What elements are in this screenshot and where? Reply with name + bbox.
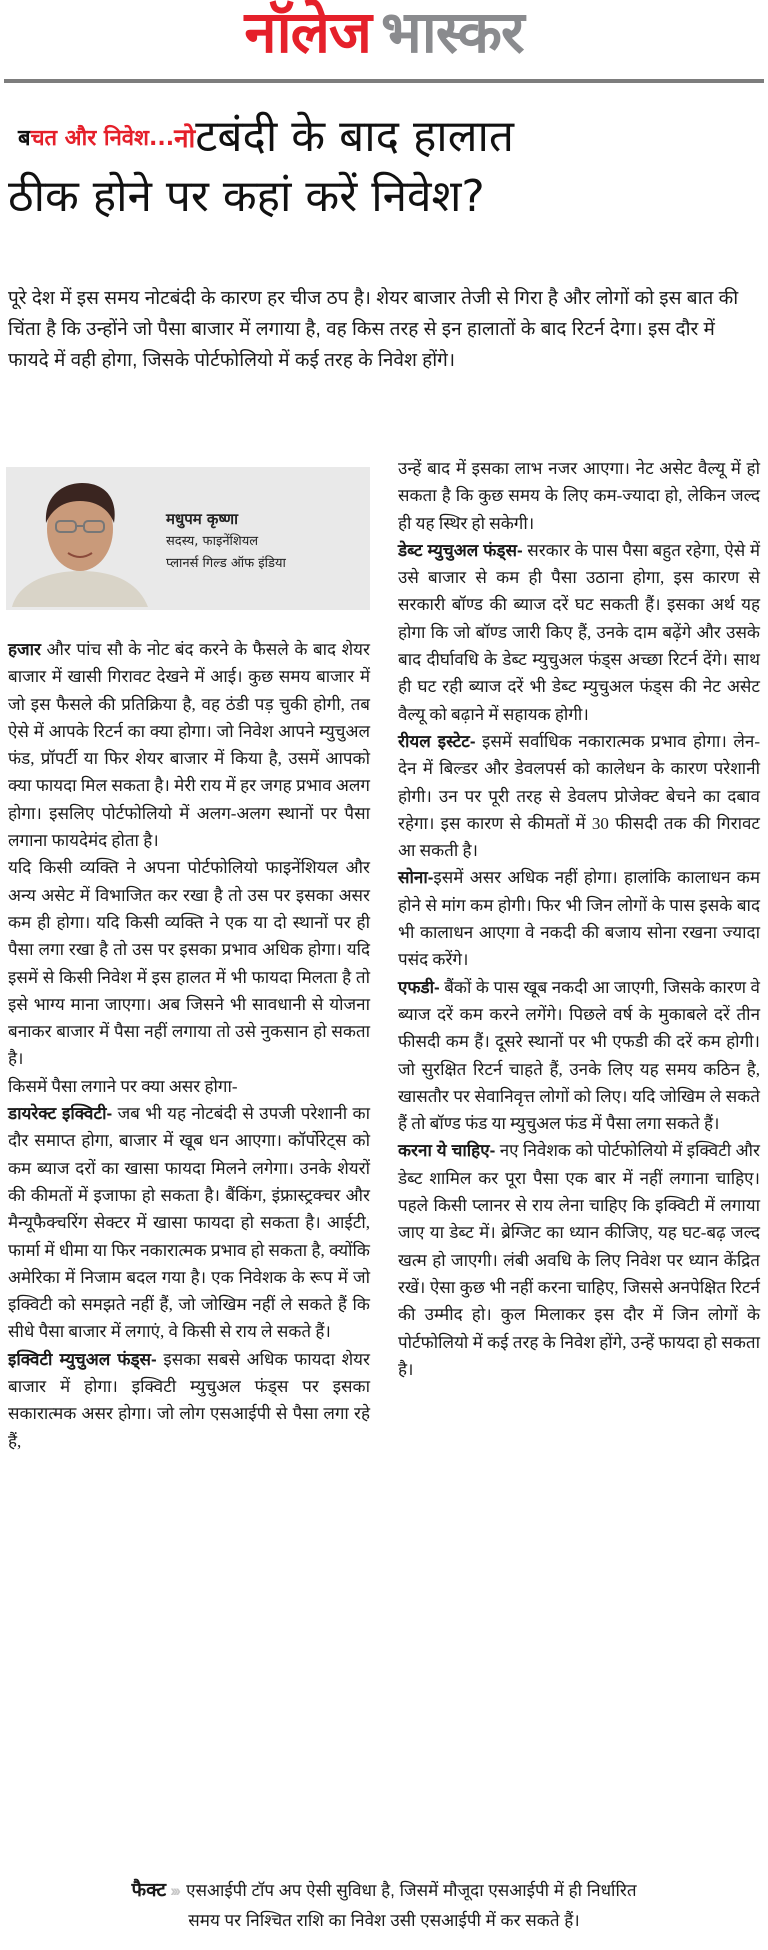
masthead-divider (4, 79, 764, 83)
paragraph-text: इसका सबसे अधिक फायदा शेयर बाजार में होगा। इक्विटी म्युचुअल फंड्स पर इसका सकारात्मक असर होगा। जो लोग एसआईपी से पैसा लगा रहे हैं, (8, 1349, 370, 1451)
paragraph (8, 1100, 370, 1346)
article-standfirst: पूरे देश में इस समय नोटबंदी के कारण हर चीज ठप है। शेयर बाजार तेजी से गिरा है और लोगों को इस बात की चिंता है कि उन्होंने जो पैसा बाजार में लगाया है, वह किस तरह से इन हालातों के बाद रिटर्न देगा। इस दौर में फायदे में वही होगा, जिसके पोर्टफोलियो में कई तरह के निवेश होंगे। (8, 288, 739, 371)
article-column-right (398, 455, 760, 1383)
section-heading-gold: सोना- (398, 868, 434, 888)
paragraph-text: और पांच सौ के नोट बंद करने के फैसले के बाद शेयर बाजार में खासी गिरावट देखने में आई। कुछ समय बाजार में जो इस फैसले की प्रतिक्रिया है, वह ठंडी पड़ चुकी होगी, तब ऐसे में आपके रिटर्न का क्या होगा। जो निवेश आपने म्युचुअल फंड, प्रॉपर्टी या फिर शेयर बाजार में किया है, उसमें आपको क्या फायदा मिल सकता है। मेरी राय में हर जगह प्रभाव अलग होगा। इसलिए पोर्टफोलियो में अलग-अलग स्थानों पर पैसा लगाना फायदेमंद होता है। (8, 640, 370, 851)
kicker-black: ब (18, 126, 31, 151)
paragraph (398, 1137, 760, 1383)
article-column-left (8, 636, 370, 1455)
article-headline (8, 108, 764, 226)
author-role-line-1: सदस्य, फाइनेंशियल (166, 534, 259, 549)
author-info (166, 507, 286, 575)
paragraph-text: बैंकों के पास खूब नकदी आ जाएगी, जिसके कारण वे ब्याज दरें कम करने लगेंगे। पिछले वर्ष के मुकाबले दरें तीन फीसदी कम हैं। दूसरे स्थानों पर भी एफडी की दरें कम होगी। जो सुरक्षित रिटर्न चाहते हैं, उनके लिए यह समय कठिन है, खासतौर पर सेवानिवृत्त लोगों को लिए। यदि जोखिम ले सकते हैं तो बॉण्ड फंड या म्युचुअल फंड में पैसा लगा सकते हैं। (398, 977, 760, 1134)
logo-bhaskar: भास्कर (380, 0, 524, 66)
fact-line-1 (0, 1876, 768, 1906)
paragraph-text: सरकार के पास पैसा बहुत रहेगा, ऐसे में उसे बाजार से कम ही पैसा उठाना होगा, इस कारण से सरकारी बॉण्ड की ब्याज दरें घट सकती हैं। इसका अर्थ यह होगा कि जो बॉण्ड जारी किए हैं, उनके दाम बढ़ेंगे और उसके बाद दीर्घावधि के डेब्ट म्युचुअल फंड्स अच्छा रिटर्न देंगे। साथ ही घट रही ब्याज दरें भी डेब्ट म्युचुअल फंड्स की नेट असेट वैल्यू को बढ़ाने में सहायक होगी। (398, 540, 760, 724)
kicker-red: चत और निवेश... (30, 126, 175, 151)
newspaper-logo (244, 0, 524, 66)
headline-kicker (18, 126, 174, 151)
section-heading-fd: एफडी- (398, 977, 440, 997)
paragraph: यदि किसी व्यक्ति ने अपना पोर्टफोलियो फाइनेंशियल और अन्य असेट में विभाजित कर रखा है तो उस पर इसका असर कम ही होगा। यदि किसी व्यक्ति ने एक या दो स्थानों पर ही पैसा लगा रखा है तो उस पर इसका प्रभाव अधिक होगा। यदि इसमें से किसी निवेश में इस हालत में भी फायदा मिलता है तो इसे भाग्य माना जाएगा। अब जिसने भी सावधानी से योजना बनाकर बाजार में पैसा नहीं लगाया तो उसे नुकसान हो सकता है। (8, 858, 370, 1069)
section-heading-direct-equity: डायरेक्ट इक्विटी- (8, 1104, 113, 1124)
paragraph (8, 636, 370, 854)
author-photo (8, 471, 154, 607)
fact-box (0, 1876, 768, 1936)
fact-line-2: समय पर निश्चित राशि का निवेश उसी एसआईपी में कर सकते हैं। (188, 1911, 580, 1930)
section-heading-equity-mf: इक्विटी म्युचुअल फंड्स- (8, 1349, 157, 1369)
logo-knowledge: नॉलेज (244, 0, 371, 66)
author-name: मधुपम कृष्णा (166, 510, 238, 528)
masthead (0, 0, 768, 80)
paragraph: उन्हें बाद में इसका लाभ नजर आएगा। नेट असेट वैल्यू में हो सकता है कि कुछ समय के लिए कम-ज्यादा हो, लेकिन जल्द ही यह स्थिर हो सकेगी। (398, 459, 760, 533)
paragraph-text: नए निवेशक को पोर्टफोलियो में इक्विटी और डेब्ट शामिल कर पूरा पैसा एक बार में नहीं लगाना चाहिए। पहले किसी प्लानर से राय लेना चाहिए कि इक्विटी में लगाया जाए या डेब्ट में। ब्रेग्जिट का ध्यान कीजिए, यह घट-बढ़ जल्द खत्म हो जाएगी। लंबी अवधि के लिए निवेश पर ध्यान केंद्रित रखें। ऐसा कुछ भी नहीं करना चाहिए, जिससे अनपेक्षित रिटर्न की उम्मीद हो। कुल मिलाकर इस दौर में जिन लोगों के पोर्टफोलियो में कई तरह के निवेश होंगे, उन्हें फायदा हो सकता है। (398, 1141, 761, 1379)
paragraph (398, 728, 760, 864)
paragraph (398, 974, 760, 1138)
chevron-right-icon: ››› (170, 1881, 179, 1900)
section-heading-real-estate: रीयल इस्टेट- (398, 731, 476, 751)
fact-text-1: एसआईपी टॉप अप ऐसी सुविधा है, जिसमें मौजूदा एसआईपी में ही निर्धारित (186, 1881, 637, 1900)
paragraph (398, 537, 760, 728)
headline-drop-letter: नो (174, 124, 196, 154)
section-heading-debt-mf: डेब्ट म्युचुअल फंड्स- (398, 540, 523, 560)
paragraph-text: जब भी यह नोटबंदी से उपजी परेशानी का दौर समाप्त होगा, बाजार में खूब धन आएगा। कॉर्पोरेट्स को कम ब्याज दरों का खासा फायदा मिलने लगेगा। उनके शेयरों की कीमतों में इजाफा हो सकता है। बैंकिंग, इंफ्रास्ट्रक्चर और मैन्यूफैक्चरिंग सेक्टर में खासा फायदा हो सकता है। आईटी, फार्मा में धीमा या फिर नकारात्मक प्रभाव हो सकता है, क्योंकि अमेरिका में निजाम बदल गया है। एक निवेशक के रूप में जो इक्विटी को समझते नहीं हैं, जो जोखिम नहीं ले सकते हैं कि सीधे पैसा बाजार में लगाएं, वे किसी से राय ले सकते हैं। (8, 1104, 370, 1342)
paragraph-lead: हजार (8, 640, 41, 659)
author-byline-box (6, 467, 370, 610)
fact-label: फैक्ट (131, 1880, 167, 1901)
author-role-line-2: प्लानर्स गिल्ड ऑफ इंडिया (166, 556, 286, 571)
headline-line-1-text: टबंदी के बाद हालात (195, 111, 515, 162)
paragraph-text: इसमें असर अधिक नहीं होगा। हालांकि कालाधन कम होने से मांग कम होगी। फिर भी जिन लोगों के पास इसके बाद भी कालाधन आएगा वे नकदी की बजाय सोना रखना ज्यादा पसंद करेंगे। (398, 868, 760, 970)
paragraph: किसमें पैसा लगाने पर क्या असर होगा- (8, 1076, 238, 1096)
paragraph (398, 864, 760, 973)
paragraph-text: इसमें सर्वाधिक नकारात्मक प्रभाव होगा। लेन-देन में बिल्डर और डेवलपर्स को कालेधन के कारण परेशानी होगी। उन पर पूरी तरह से डेवलप प्रोजेक्ट बेचने का दबाव रहेगा। इस कारण से कीमतों में 30 फीसदी तक की गिरावट आ सकती है। (398, 731, 760, 861)
section-heading-what-to-do: करना ये चाहिए- (398, 1141, 496, 1161)
headline-line-2: ठीक होने पर कहां करें निवेश? (8, 171, 485, 222)
paragraph (8, 1346, 370, 1455)
headline-line-1 (8, 108, 764, 168)
